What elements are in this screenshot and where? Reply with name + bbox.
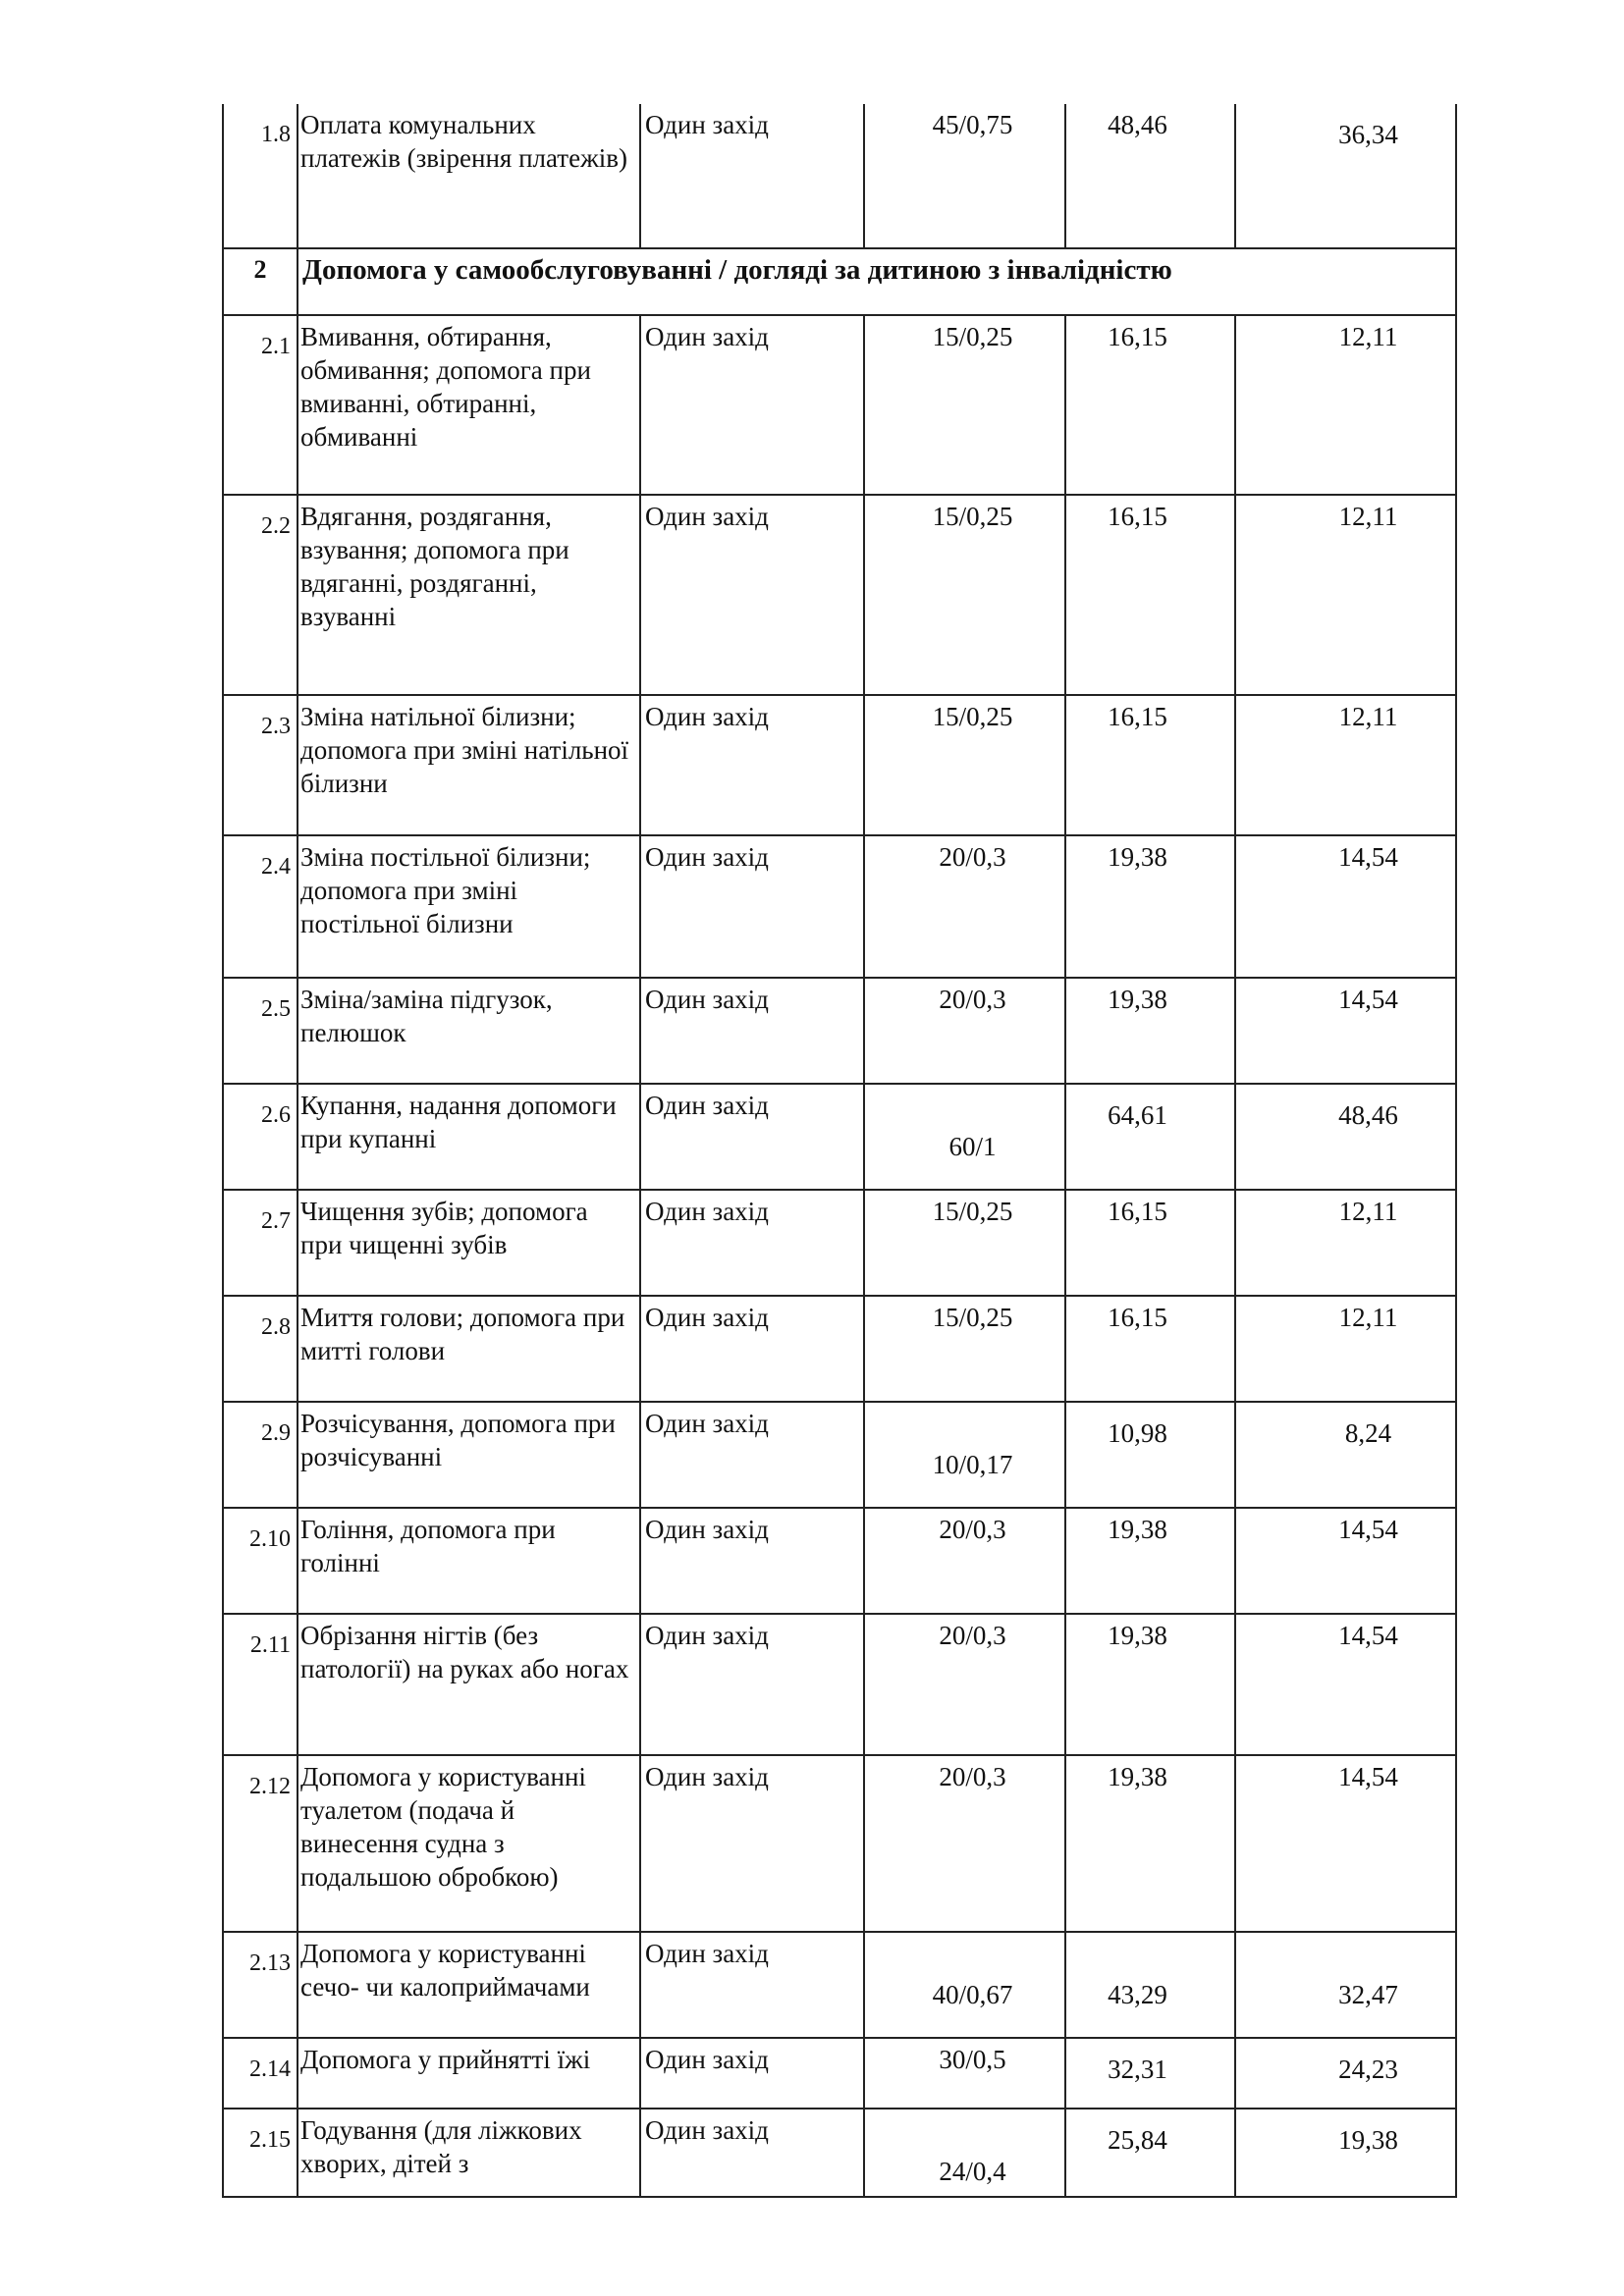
row-number: 1.8 [223, 104, 298, 248]
cost-value-1: 19,38 [1065, 978, 1235, 1084]
cost-value-1: 32,31 [1065, 2038, 1235, 2109]
time-value: 15/0,25 [864, 495, 1065, 695]
cost-value-2: 14,54 [1235, 835, 1456, 978]
time-value: 60/1 [864, 1084, 1065, 1190]
service-name: Допомога у прийнятті їжі [298, 2038, 640, 2109]
service-unit: Один захід [640, 315, 864, 495]
cost-value-1: 19,38 [1065, 835, 1235, 978]
cost-value-2: 14,54 [1235, 1508, 1456, 1614]
row-number: 2.4 [223, 835, 298, 978]
table-row [223, 1190, 1456, 1296]
service-name: Гоління, допомога при голінні [298, 1508, 640, 1614]
time-value: 40/0,67 [864, 1932, 1065, 2038]
row-number: 2.8 [223, 1296, 298, 1402]
row-number: 2.1 [223, 315, 298, 495]
table-row-1-8 [223, 104, 1456, 248]
services-table [222, 104, 1457, 2198]
cost-value-1: 19,38 [1065, 1755, 1235, 1932]
table-row [223, 1614, 1456, 1755]
table-row [223, 315, 1456, 495]
time-value: 20/0,3 [864, 1755, 1065, 1932]
service-name: Чищення зубів; допомога при чищенні зубів [298, 1190, 640, 1296]
cost-value-1: 19,38 [1065, 1614, 1235, 1755]
service-name: Розчісування, допомога при розчісуванні [298, 1402, 640, 1508]
table-row [223, 835, 1456, 978]
cost-value-2: 32,47 [1235, 1932, 1456, 2038]
cost-value-2: 12,11 [1235, 1296, 1456, 1402]
table-row [223, 978, 1456, 1084]
row-number: 2.7 [223, 1190, 298, 1296]
table-row [223, 2038, 1456, 2109]
table-row [223, 1296, 1456, 1402]
service-name: Годування (для ліжкових хворих, дітей з [298, 2109, 640, 2197]
row-number: 2.10 [223, 1508, 298, 1614]
cost-value-1: 25,84 [1065, 2109, 1235, 2197]
cost-value-1: 16,15 [1065, 1190, 1235, 1296]
cost-value-2: 12,11 [1235, 495, 1456, 695]
service-name: Зміна натільної білизни; допомога при зміні натільної білизни [298, 695, 640, 835]
section-header-row [223, 248, 1456, 315]
row-number: 2.15 [223, 2109, 298, 2197]
service-unit: Один захід [640, 2038, 864, 2109]
time-value: 15/0,25 [864, 1296, 1065, 1402]
time-value: 20/0,3 [864, 978, 1065, 1084]
cost-value-1: 16,15 [1065, 695, 1235, 835]
service-name: Вдягання, роздягання, взування; допомога при вдяганні, роздяганні, взуванні [298, 495, 640, 695]
section-title: Допомога у самообслуговуванні / догляді за дитиною з інвалідністю [298, 248, 1456, 315]
cost-value-2: 12,11 [1235, 1190, 1456, 1296]
row-number: 2.12 [223, 1755, 298, 1932]
table-row [223, 1932, 1456, 2038]
row-number: 2.5 [223, 978, 298, 1084]
row-number: 2.9 [223, 1402, 298, 1508]
cost-value-1: 64,61 [1065, 1084, 1235, 1190]
service-unit: Один захід [640, 1296, 864, 1402]
service-unit: Один захід [640, 104, 864, 248]
service-unit: Один захід [640, 978, 864, 1084]
service-name: Миття голови; допомога при митті голови [298, 1296, 640, 1402]
row-number: 2.14 [223, 2038, 298, 2109]
service-name: Зміна постільної білизни; допомога при зміні постільної білизни [298, 835, 640, 978]
time-value: 45/0,75 [864, 104, 1065, 248]
cost-value-2: 12,11 [1235, 695, 1456, 835]
table-row [223, 1402, 1456, 1508]
time-value: 20/0,3 [864, 1508, 1065, 1614]
service-unit: Один захід [640, 1614, 864, 1755]
service-unit: Один захід [640, 1402, 864, 1508]
table-row [223, 695, 1456, 835]
service-name: Купання, надання допомоги при купанні [298, 1084, 640, 1190]
service-name: Обрізання нігтів (без патології) на руках або ногах [298, 1614, 640, 1755]
table-row [223, 1084, 1456, 1190]
cost-value-1: 19,38 [1065, 1508, 1235, 1614]
service-unit: Один захід [640, 495, 864, 695]
row-number: 2.11 [223, 1614, 298, 1755]
table-row [223, 2109, 1456, 2197]
cost-value-2: 24,23 [1235, 2038, 1456, 2109]
row-number: 2.13 [223, 1932, 298, 2038]
service-name: Зміна/заміна підгузок, пелюшок [298, 978, 640, 1084]
service-unit: Один захід [640, 1508, 864, 1614]
row-number: 2.3 [223, 695, 298, 835]
service-unit: Один захід [640, 1190, 864, 1296]
cost-value-1: 43,29 [1065, 1932, 1235, 2038]
time-value: 20/0,3 [864, 835, 1065, 978]
service-unit: Один захід [640, 1084, 864, 1190]
service-unit: Один захід [640, 1932, 864, 2038]
service-name: Оплата комунальних платежів (звірення платежів) [298, 104, 640, 248]
service-unit: Один захід [640, 695, 864, 835]
time-value: 15/0,25 [864, 315, 1065, 495]
time-value: 15/0,25 [864, 1190, 1065, 1296]
time-value: 30/0,5 [864, 2038, 1065, 2109]
time-value: 24/0,4 [864, 2109, 1065, 2197]
cost-value-1: 48,46 [1065, 104, 1235, 248]
row-number: 2.6 [223, 1084, 298, 1190]
row-number: 2.2 [223, 495, 298, 695]
service-name: Допомога у користуванні сечо- чи калоприймачами [298, 1932, 640, 2038]
cost-value-2: 8,24 [1235, 1402, 1456, 1508]
table-row [223, 495, 1456, 695]
cost-value-2: 12,11 [1235, 315, 1456, 495]
service-name: Допомога у користуванні туалетом (подача й винесення судна з подальшою обробкою) [298, 1755, 640, 1932]
cost-value-2: 19,38 [1235, 2109, 1456, 2197]
cost-value-2: 14,54 [1235, 1614, 1456, 1755]
cost-value-1: 10,98 [1065, 1402, 1235, 1508]
time-value: 15/0,25 [864, 695, 1065, 835]
table-row [223, 1508, 1456, 1614]
service-unit: Один захід [640, 1755, 864, 1932]
cost-value-2: 14,54 [1235, 1755, 1456, 1932]
service-unit: Один захід [640, 2109, 864, 2197]
cost-value-2: 14,54 [1235, 978, 1456, 1084]
cost-value-1: 16,15 [1065, 1296, 1235, 1402]
cost-value-2: 48,46 [1235, 1084, 1456, 1190]
cost-value-2: 36,34 [1235, 104, 1456, 248]
time-value: 10/0,17 [864, 1402, 1065, 1508]
time-value: 20/0,3 [864, 1614, 1065, 1755]
table-row [223, 1755, 1456, 1932]
service-name: Вмивання, обтирання, обмивання; допомога при вмиванні, обтиранні, обмиванні [298, 315, 640, 495]
service-unit: Один захід [640, 835, 864, 978]
section-number: 2 [223, 248, 298, 315]
cost-value-1: 16,15 [1065, 495, 1235, 695]
cost-value-1: 16,15 [1065, 315, 1235, 495]
